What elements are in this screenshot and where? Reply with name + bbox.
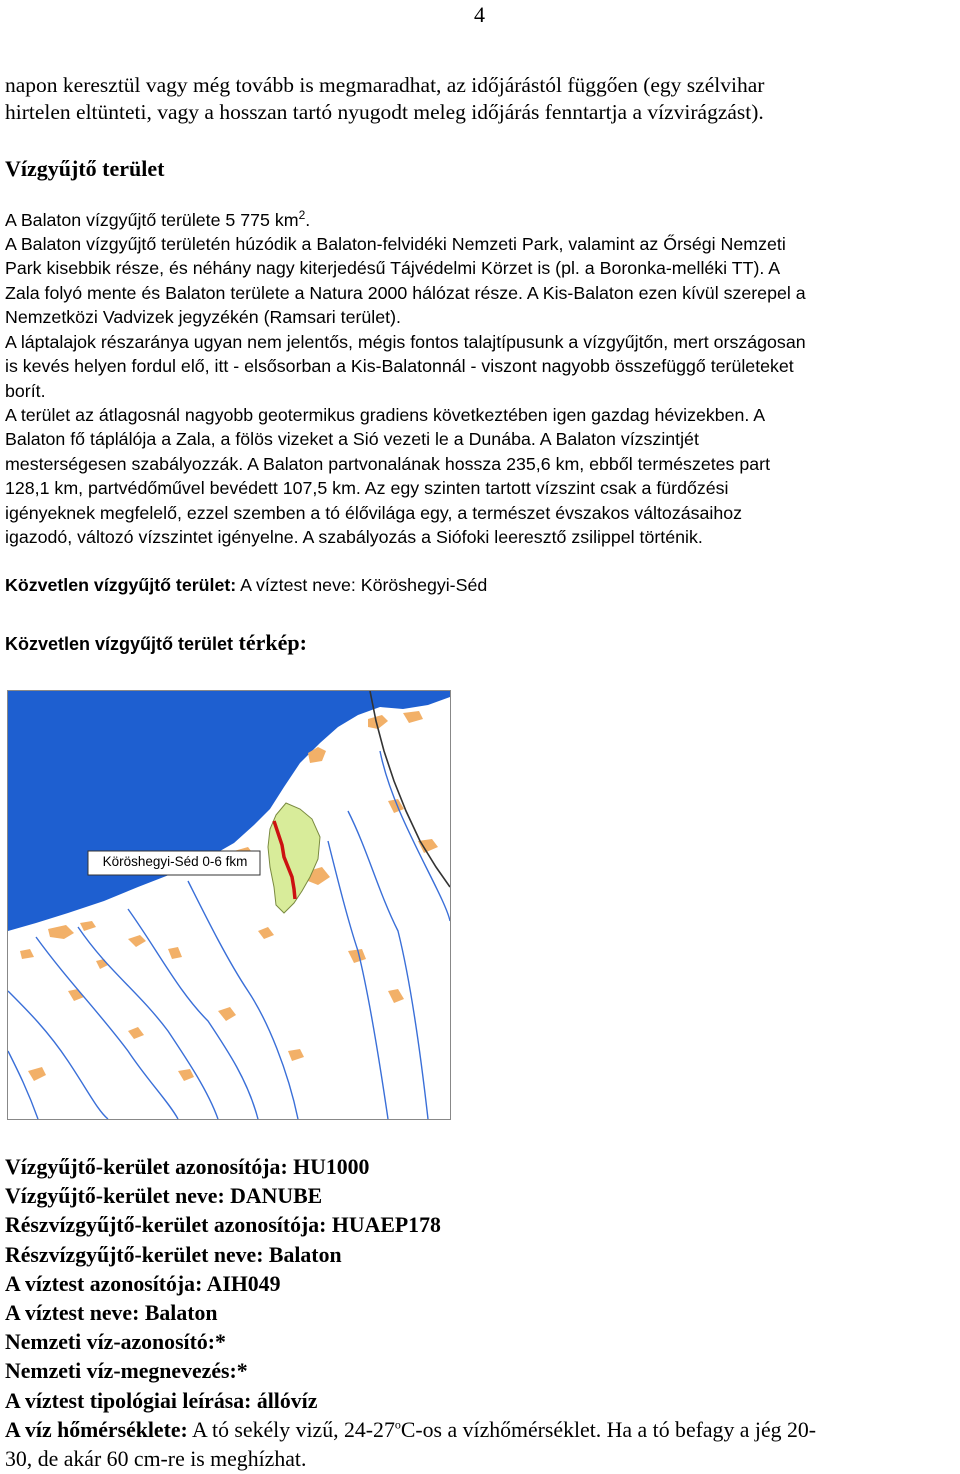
area-period: .: [305, 210, 311, 230]
fact-value: HUAEP178: [326, 1213, 441, 1238]
intro-line: hirtelen eltünteti, vagy a hosszan tartó nyugodt meleg időjárás fenntartja a vízvirágzást).: [5, 100, 764, 124]
water-body-facts: [5, 1153, 957, 1474]
text-line: borít.: [5, 380, 46, 401]
fact-value: HU1000: [287, 1155, 370, 1179]
paragraph-hydrology: [5, 403, 957, 549]
paragraph-soils: [5, 330, 957, 403]
fact-line: [5, 1387, 957, 1416]
fact-label: Nemzeti víz-megnevezés:*: [5, 1359, 248, 1384]
map-label: Köröshegyi-Séd 0-6 fkm: [102, 854, 248, 869]
text-line: mesterségesen szabályozzák. A Balaton partvonalának hossza 235,6 km, ebből természetes part: [5, 453, 771, 474]
text-line: igényeknek megfelelő, ezzel szemben a tó élővilága egy, a természet évszakos változásaihoz: [5, 502, 743, 523]
text-line: 128,1 km, partvédőművel bevédett 107,5 km. Az egy szinten tartott vízszint csak a fürdőzési: [5, 478, 729, 499]
fact-line: [5, 1182, 957, 1211]
temperature-degree: o: [394, 1417, 401, 1432]
fact-value: DANUBE: [224, 1184, 323, 1209]
text-line: igazodó, változó vízszintet igényelne. A szabályozás a Siófoki leeresztő zsilippel történik.: [5, 527, 703, 548]
catchment-map: [7, 690, 451, 1120]
map-heading: [5, 630, 957, 656]
text-line: A terület az átlagosnál nagyobb geotermikus gradiens következtében igen gazdag hévizekben. A: [5, 405, 766, 425]
intro-line: napon keresztül vagy még tovább is megmaradhat, az időjárástól függően (egy szélvihar: [5, 73, 765, 97]
fact-line: [5, 1357, 957, 1386]
text-line: Park kisebbik része, és néhány nagy kiterjedésű Tájvédelmi Körzet is (pl. a Boronka-melléki TT). A: [5, 258, 781, 279]
text-line: is kevés helyen fordul elő, itt - elsősorban a Kis-Balatonnál - viszont nagyobb összefüggő területeket: [5, 356, 794, 377]
fact-value: Balaton: [139, 1301, 218, 1326]
section-title: Vízgyűjtő terület: [5, 156, 165, 181]
text-line: Nemzetközi Vadvizek jegyzékén (Ramsari terület).: [5, 307, 401, 328]
intro-paragraph: [5, 72, 957, 126]
fact-line: [5, 1299, 957, 1328]
fact-label: Részvízgyűjtő-kerület neve:: [5, 1242, 264, 1267]
temperature-line: [5, 1416, 957, 1445]
fact-value: AIH049: [202, 1271, 281, 1296]
map-graphic: [8, 691, 450, 1119]
fact-value: Balaton: [263, 1242, 342, 1267]
fact-line: [5, 1241, 957, 1270]
direct-area-value: A víztest neve: Köröshegyi-Séd: [236, 575, 488, 595]
area-text: A Balaton vízgyűjtő területe 5 775 km: [5, 210, 299, 230]
fact-line: [5, 1270, 957, 1299]
fact-line: [5, 1153, 957, 1182]
fact-line: [5, 1211, 957, 1240]
direct-area-line: [5, 573, 957, 597]
direct-area-label: Közvetlen vízgyűjtő terület:: [5, 575, 237, 595]
fact-label: Részvízgyűjtő-kerület azonosítója:: [5, 1213, 327, 1238]
text-line: A Balaton vízgyűjtő területén húzódik a Balaton-felvidéki Nemzeti Park, valamint az Őrségi Nemzeti: [5, 234, 786, 254]
fact-label: A víztest tipológiai leírása:: [5, 1388, 252, 1413]
paragraph-protected-areas: [5, 232, 957, 330]
fact-label: Nemzeti víz-azonosító:*: [5, 1330, 226, 1355]
page-number: 4: [474, 2, 485, 27]
temperature-value-b: C-os a vízhőmérséklet. Ha a tó befagy a jég 20-: [400, 1417, 817, 1442]
map-heading-part1: Közvetlen vízgyűjtő terület: [5, 634, 234, 654]
fact-label: A víztest neve:: [5, 1301, 140, 1326]
temperature-line-2: 30, de akár 60 cm-re is meghízhat.: [5, 1447, 307, 1472]
temperature-label: A víz hőmérséklete:: [5, 1417, 188, 1442]
area-line: [5, 208, 957, 232]
text-line: A láptalajok részaránya ugyan nem jelentős, mégis fontos talajtípusunk a vízgyűjtőn, mert országosan: [5, 332, 806, 352]
area-superscript: 2: [298, 208, 306, 223]
fact-line: [5, 1328, 957, 1357]
text-line: Zala folyó mente és Balaton területe a Natura 2000 hálózat része. A Kis-Balaton ezen kívül szerepel a: [5, 282, 806, 303]
text-line: Balaton fő táplálója a Zala, a fölös vizeket a Sió vezeti le a Dunába. A Balaton vízszintjét: [5, 429, 699, 450]
temperature-value-a: A tó sekély vizű, 24-27: [187, 1417, 395, 1442]
map-heading-part2: térkép:: [233, 630, 307, 655]
fact-label: Vízgyűjtő-kerület azonosítója:: [5, 1155, 288, 1179]
fact-label: A víztest azonosítója:: [5, 1271, 203, 1296]
fact-value: állóvíz: [251, 1388, 318, 1413]
fact-label: Vízgyűjtő-kerület neve:: [5, 1184, 225, 1209]
